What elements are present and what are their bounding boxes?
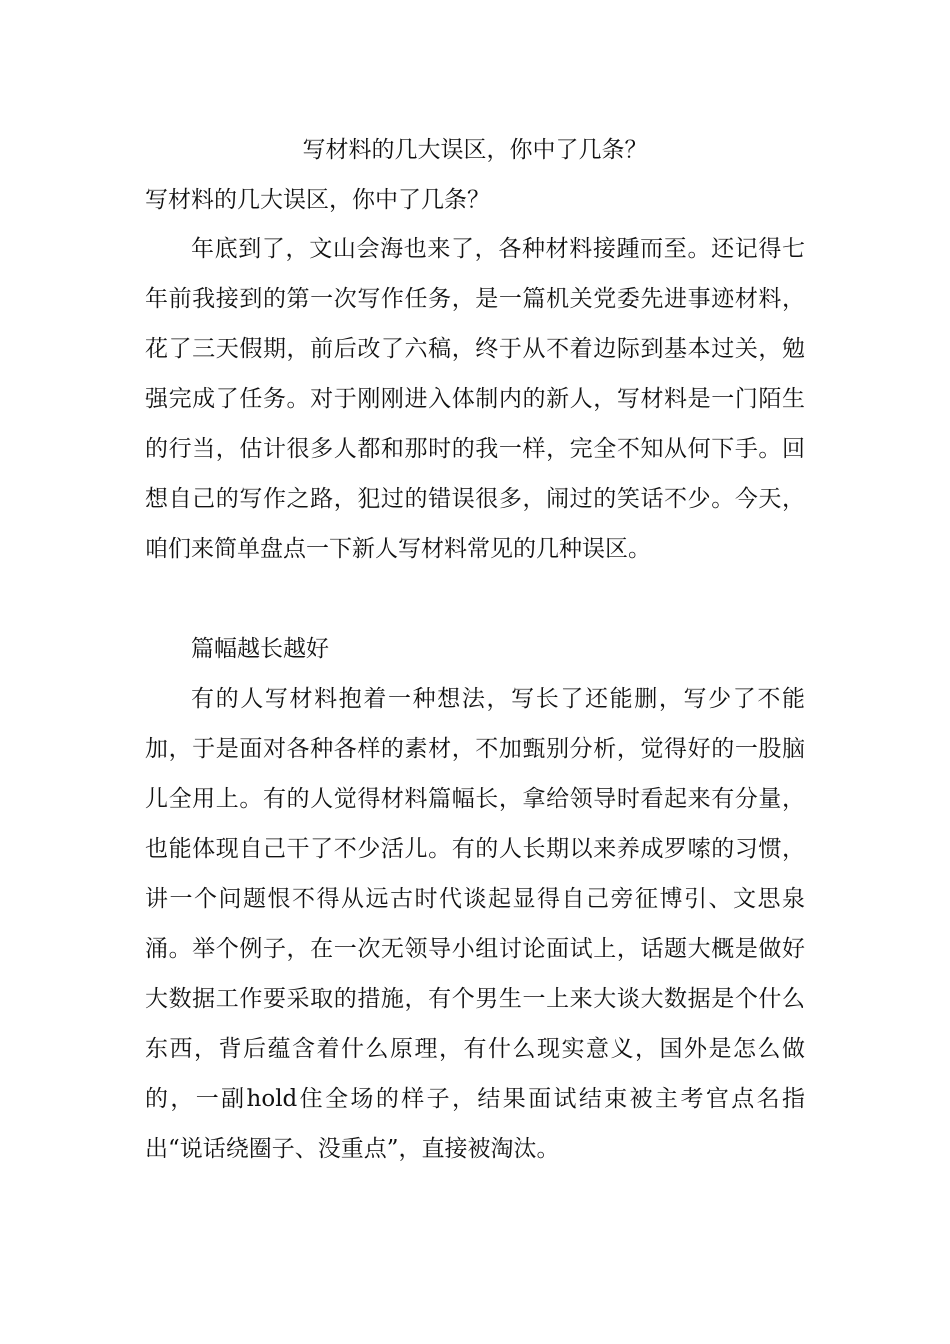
section-heading-1: 篇幅越长越好	[191, 636, 329, 662]
document-subtitle: 写材料的几大误区，你中了几条？	[145, 187, 490, 213]
document-title: 写材料的几大误区，你中了几条？	[302, 137, 648, 163]
body-paragraph-2: 有的人写材料抱着一种想法，写长了还能删，写少了不能加，于是面对各种各样的素材，不加甄别分析，觉得好的一股脑儿全用上。有的人觉得材料篇幅长，拿给领导时看起来有分量，也能体现自己干了不少活儿。有的人长期以来养成罗嗦的习惯，讲一个问题恨不得从远古时代谈起显得自己旁征博引、文思泉涌。举个例子，在一次无领导小组讨论面试上，话题大概是做好大数据工作要采取的措施，有个男生一上来大谈大数据是个什么东西，背后蕴含着什么原理，有什么现实意义，国外是怎么做的，一副hold住全场的样子，结果面试结束被主考官点名指出“说话绕圈子、没重点”，直接被淘汰。	[145, 686, 805, 1162]
body-paragraph-1: 年底到了，文山会海也来了，各种材料接踵而至。还记得七年前我接到的第一次写作任务，是一篇机关党委先进事迹材料，花了三天假期，前后改了六稿，终于从不着边际到基本过关，勉强完成了任务。对于刚刚进入体制内的新人，写材料是一门陌生的行当，估计很多人都和那时的我一样，完全不知从何下手。回想自己的写作之路，犯过的错误很多，闹过的笑话不少。今天，咱们来简单盘点一下新人写材料常见的几种误区。	[145, 236, 805, 562]
